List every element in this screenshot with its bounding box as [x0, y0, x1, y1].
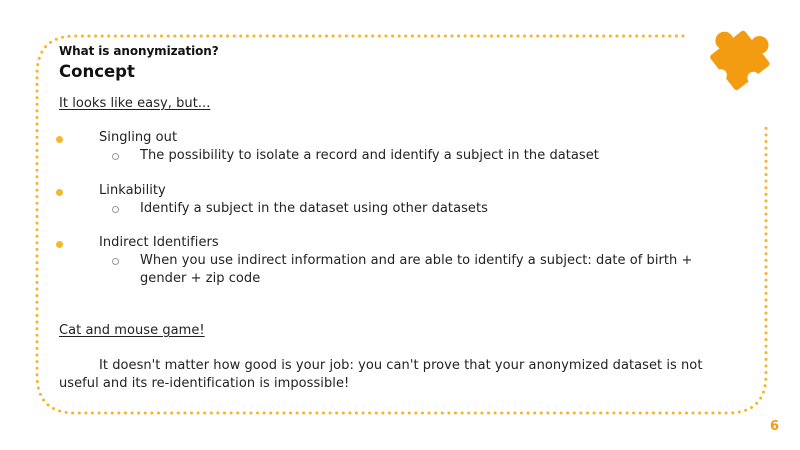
sub-bullet-marker — [112, 258, 119, 265]
slide-title: Concept — [59, 62, 135, 81]
sub-bullet-marker — [112, 153, 119, 160]
sub-bullet-indirect-line2: gender + zip code — [140, 271, 261, 286]
subheading-cat-and-mouse: Cat and mouse game! — [59, 323, 205, 338]
paragraph-line2: useful and its re-identification is impossible! — [59, 376, 350, 391]
page-number: 6 — [770, 419, 780, 434]
intro-text: It looks like easy, but... — [59, 96, 211, 111]
bullet-marker — [56, 241, 63, 248]
puzzle-piece-icon — [700, 20, 780, 98]
paragraph-line1: It doesn't matter how good is your job: you can't prove that your anonymized dataset is not — [99, 358, 703, 373]
sub-bullet-singling-out: The possibility to isolate a record and identify a subject in the dataset — [140, 148, 599, 163]
sub-bullet-indirect-line1: When you use indirect information and are able to identify a subject: date of birth + — [140, 253, 693, 268]
bullet-marker — [56, 189, 63, 196]
sub-bullet-linkability: Identify a subject in the dataset using other datasets — [140, 201, 488, 216]
sub-bullet-marker — [112, 206, 119, 213]
section-label: What is anonymization? — [59, 44, 219, 58]
bullet-linkability: Linkability — [99, 183, 166, 198]
bullet-indirect-identifiers: Indirect Identifiers — [99, 235, 219, 250]
bullet-singling-out: Singling out — [99, 130, 178, 145]
bullet-marker — [56, 136, 63, 143]
